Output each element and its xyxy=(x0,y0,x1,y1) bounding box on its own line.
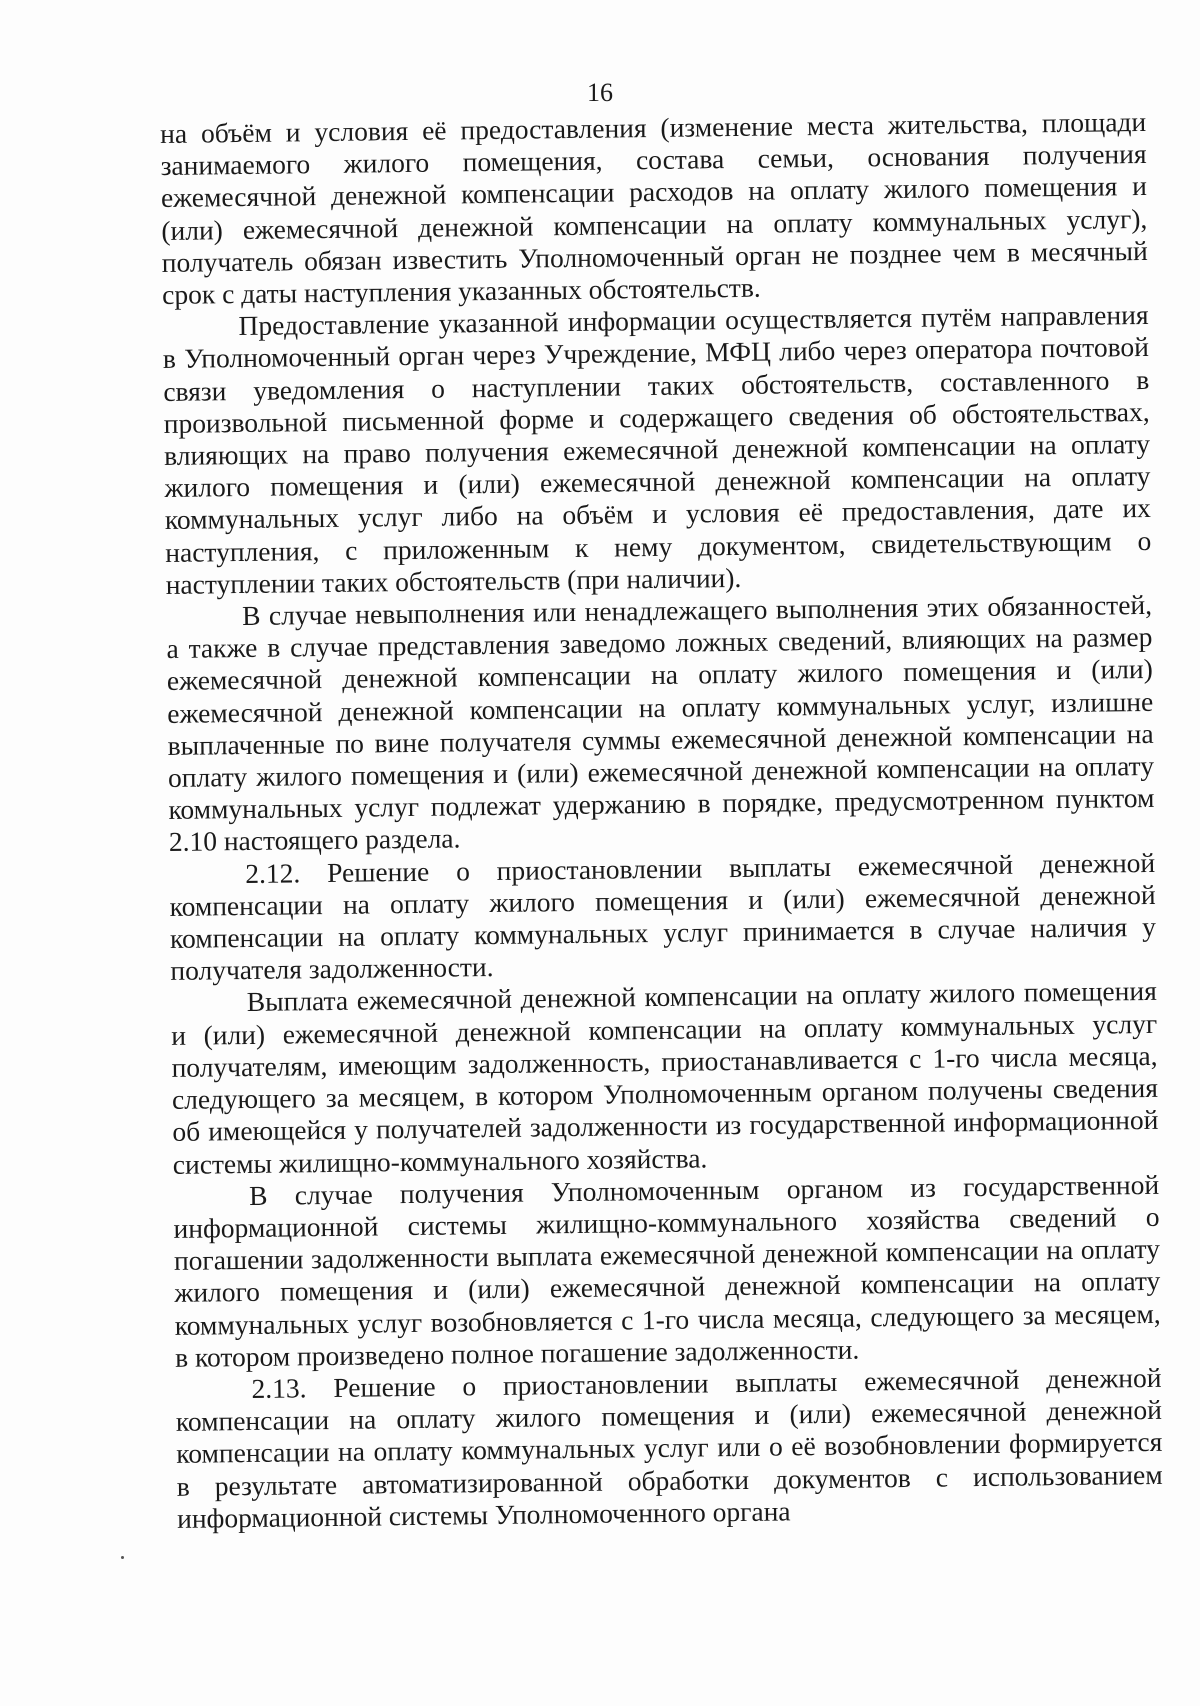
paragraph-payment-resumption: В случае получения Уполномоченным органом из государственной информационной системы жилищно-коммунального хозяйства сведений о погашении задолженности выплата ежемесячной денежной компенсации на оплату жилого помещения и (или) ежемесячной денежной компенсации на оплату коммунальных услуг возобновляется с 1-го числа месяца, следующего за месяцем, в котором произведено полное погашение задолженности. xyxy=(173,1168,1161,1373)
paragraph-information-submission: Предоставление указанной информации осуществляется путём направления в Уполномоченный орган через Учреждение, МФЦ либо через оператора почтовой связи уведомления о наступлении таких обстоятельств, составленного в произвольной письменной форме и содержащего сведения об обстоятельствах, влияющих на право получения ежемесячной денежной компенсации на оплату жилого помещения и (или) ежемесячной денежной компенсации на оплату коммунальных услуг либо на объём и условия её предоставления, дате их наступления, с приложенным к нему документом, свидетельствующим о наступлении таких обстоятельств (при наличии). xyxy=(162,299,1152,600)
paragraph-payment-suspension: Выплата ежемесячной денежной компенсации на оплату жилого помещения и (или) ежемесячной денежной компенсации на оплату коммунальных услуг получателям, имеющим задолженность, приостанавливается с 1-го числа месяца, следующего за месяцем, в котором Уполномоченным органом получены сведения об имеющейся у получателей задолженности из государственной информационной системы жилищно-коммунального хозяйства. xyxy=(171,975,1159,1180)
paragraph-clause-2-12: 2.12. Решение о приостановлении выплаты ежемесячной денежной компенсации на оплату жилого помещения и (или) ежемесячной денежной компенсации на оплату коммунальных услуг принимается в случае наличия у получателя задолженности. xyxy=(169,846,1157,987)
paragraph-continuation: на объём и условия её предоставления (изменение места жительства, площади занимаемого жилого помещения, состава семьи, основания получения ежемесячной денежной компенсации расходов на оплату жилого помещения и (или) ежемесячной денежной компенсации на оплату коммунальных услуг), получатель обязан известить Уполномоченный орган не позднее чем в месячный срок с даты наступления указанных обстоятельств. xyxy=(160,105,1148,311)
scan-speck xyxy=(121,1556,124,1559)
paragraph-non-fulfillment: В случае невыполнения или ненадлежащего выполнения этих обязанностей, а также в случае представления заведомо ложных сведений, влияющих на размер ежемесячной денежной компенсации на оплату жилого помещения и (или) ежемесячной денежной компенсации на оплату коммунальных услуг, излишне выплаченные по вине получателя суммы ежемесячной денежной компенсации на оплату жилого помещения и (или) ежемесячной денежной компенсации на оплату коммунальных услуг подлежат удержанию в порядке, предусмотренном пунктом 2.10 настоящего раздела. xyxy=(166,588,1155,858)
paragraph-clause-2-13: 2.13. Решение о приостановлении выплаты ежемесячной денежной компенсации на оплату жилого помещения и (или) ежемесячной денежной компенсации на оплату коммунальных услуг или о её возобновлении формируется в результате автоматизированной обработки документов с использованием информационной системы Уполномоченного органа xyxy=(175,1361,1163,1534)
page-number: 16 xyxy=(587,78,613,107)
document-body xyxy=(160,106,1163,1535)
